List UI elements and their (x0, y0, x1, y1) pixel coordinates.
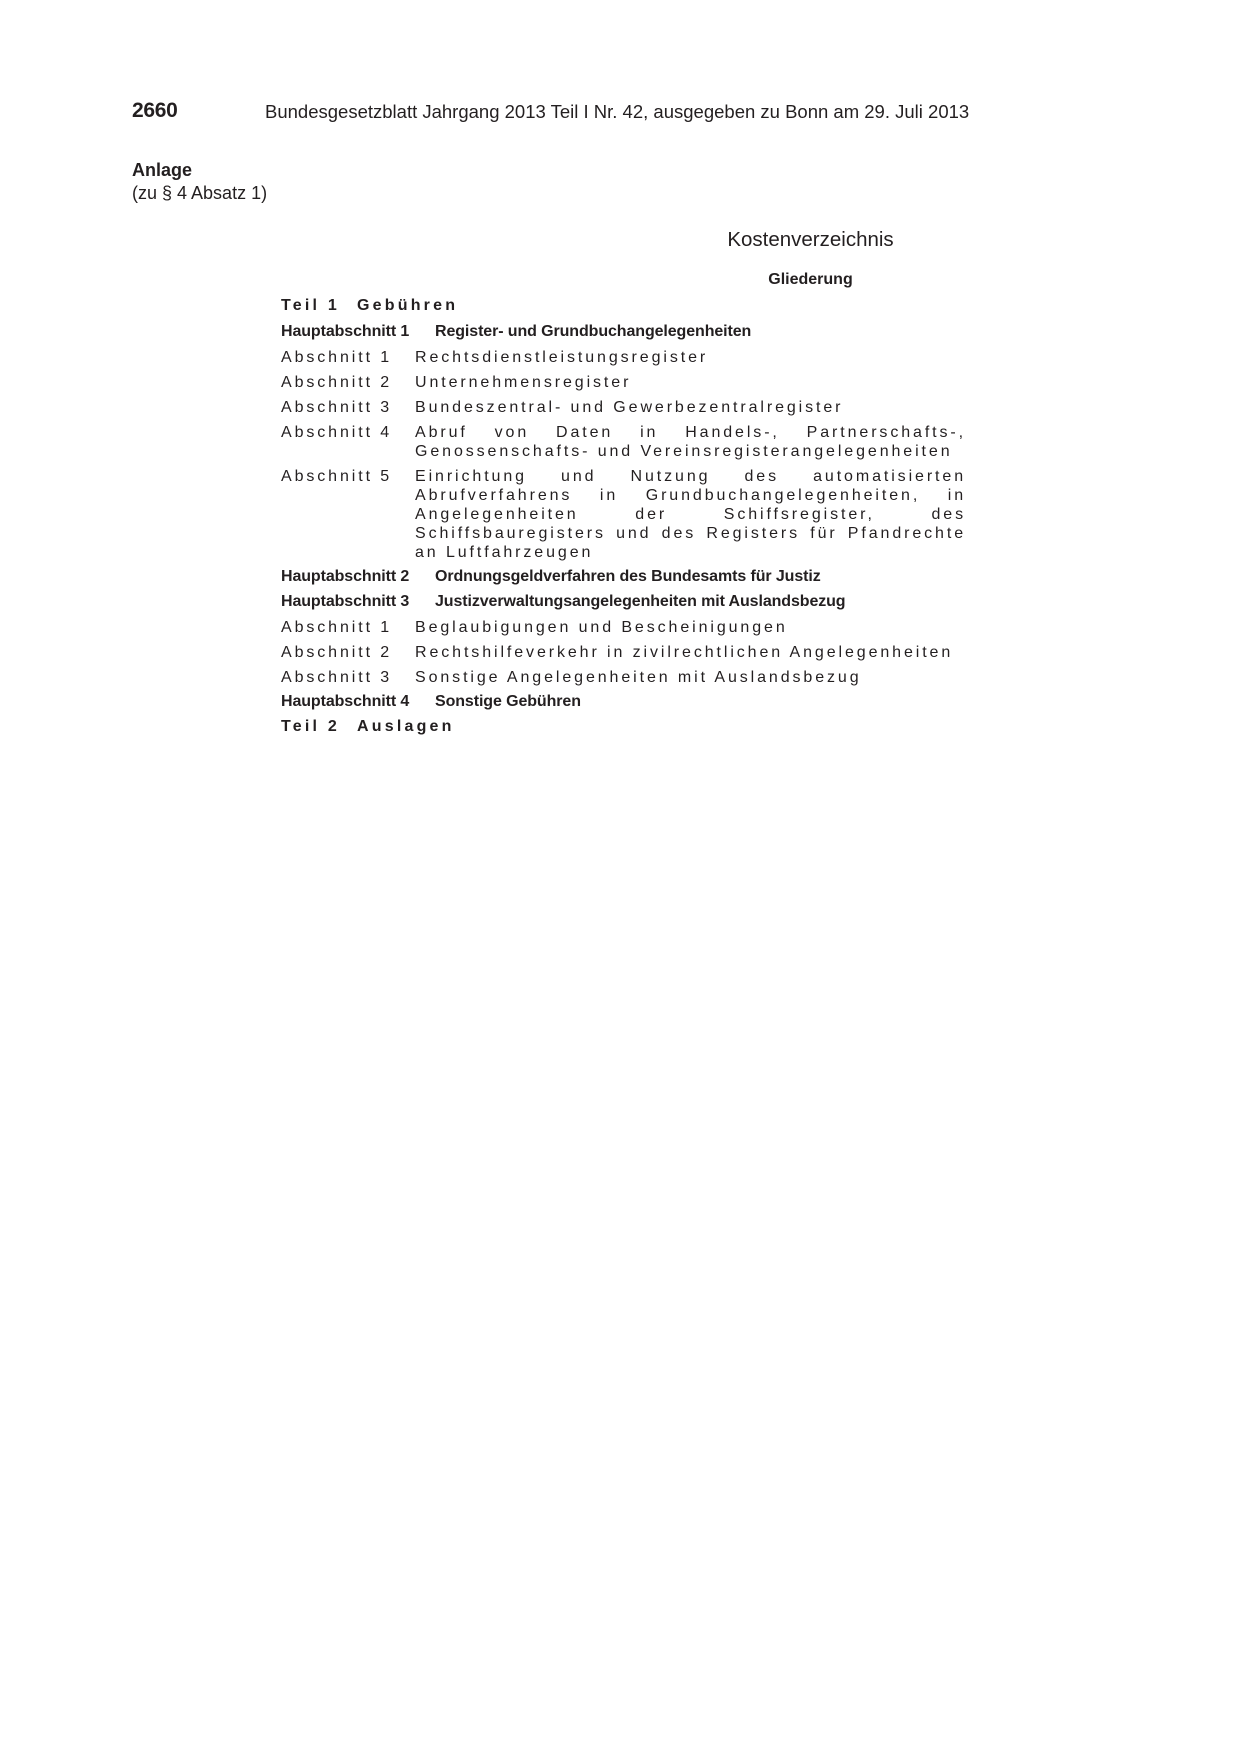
part-label: Teil 1 (281, 297, 340, 314)
outline-section (281, 618, 966, 637)
page-number: 2660 (132, 99, 178, 122)
annex-block (132, 159, 267, 205)
section-label: Abschnitt 2 (281, 374, 393, 391)
main-section-title: Register- und Grundbuchangelegenheiten (435, 323, 752, 340)
outline-part (281, 718, 966, 736)
annex-reference: (zu § 4 Absatz 1) (132, 183, 268, 203)
outline-section (281, 423, 966, 461)
main-section-label: Hauptabschnitt 2 (281, 568, 410, 585)
running-header: Bundesgesetzblatt Jahrgang 2013 Teil I Nr. 42, ausgegeben zu Bonn am 29. Juli 2013 (265, 101, 970, 122)
section-label: Abschnitt 1 (281, 619, 393, 636)
outline-main-section (281, 693, 966, 711)
section-title: Sonstige Angelegenheiten mit Auslandsbezug (415, 669, 862, 686)
section-title: Einrichtung und Nutzung des automatisierten Abrufverfahrens in Grundbuchangelegenheiten, in Angelegenheiten der Schiffsregister, des Schiffsbauregisters und des Registers für Pfandrechte an Luftfahrzeugen (415, 468, 966, 561)
section-label: Abschnitt 2 (281, 644, 393, 661)
outline-section (281, 467, 966, 562)
main-section-title: Ordnungsgeldverfahren des Bundesamts für Justiz (435, 568, 821, 585)
part-title: Gebühren (357, 297, 459, 314)
outline-part (281, 297, 966, 315)
section-title: Beglaubigungen und Bescheinigungen (415, 619, 788, 636)
section-label: Abschnitt 3 (281, 669, 393, 686)
section-title: Abruf von Daten in Handels-, Partnerschafts-, Genossenschafts- und Vereinsregisterangelegenheiten (415, 424, 966, 460)
section-label: Abschnitt 5 (281, 468, 393, 485)
section-title: Unternehmensregister (415, 374, 632, 391)
main-section-title: Justizverwaltungsangelegenheiten mit Auslandsbezug (435, 593, 846, 610)
section-title: Bundeszentral- und Gewerbezentralregister (415, 399, 844, 416)
part-label: Teil 2 (281, 718, 340, 735)
main-section-label: Hauptabschnitt 1 (281, 323, 410, 340)
outline-main-section (281, 593, 966, 611)
section-title: Rechtsdienstleistungsregister (415, 349, 709, 366)
document-title: Kostenverzeichnis (727, 228, 894, 251)
outline-section (281, 668, 966, 687)
outline-main-section (281, 568, 966, 586)
part-title: Auslagen (357, 718, 455, 735)
outline-section (281, 398, 966, 417)
outline-section (281, 643, 966, 662)
section-label: Abschnitt 3 (281, 399, 393, 416)
annex-title: Anlage (132, 160, 193, 180)
outline-heading: Gliederung (768, 271, 853, 288)
main-section-title: Sonstige Gebühren (435, 693, 581, 710)
outline-section (281, 348, 966, 367)
section-label: Abschnitt 1 (281, 349, 393, 366)
section-label: Abschnitt 4 (281, 424, 393, 441)
outline-list (281, 297, 966, 744)
main-section-label: Hauptabschnitt 3 (281, 593, 410, 610)
outline-section (281, 373, 966, 392)
main-section-label: Hauptabschnitt 4 (281, 693, 410, 710)
outline-main-section (281, 323, 966, 341)
section-title: Rechtshilfeverkehr in zivilrechtlichen Angelegenheiten (415, 644, 954, 661)
